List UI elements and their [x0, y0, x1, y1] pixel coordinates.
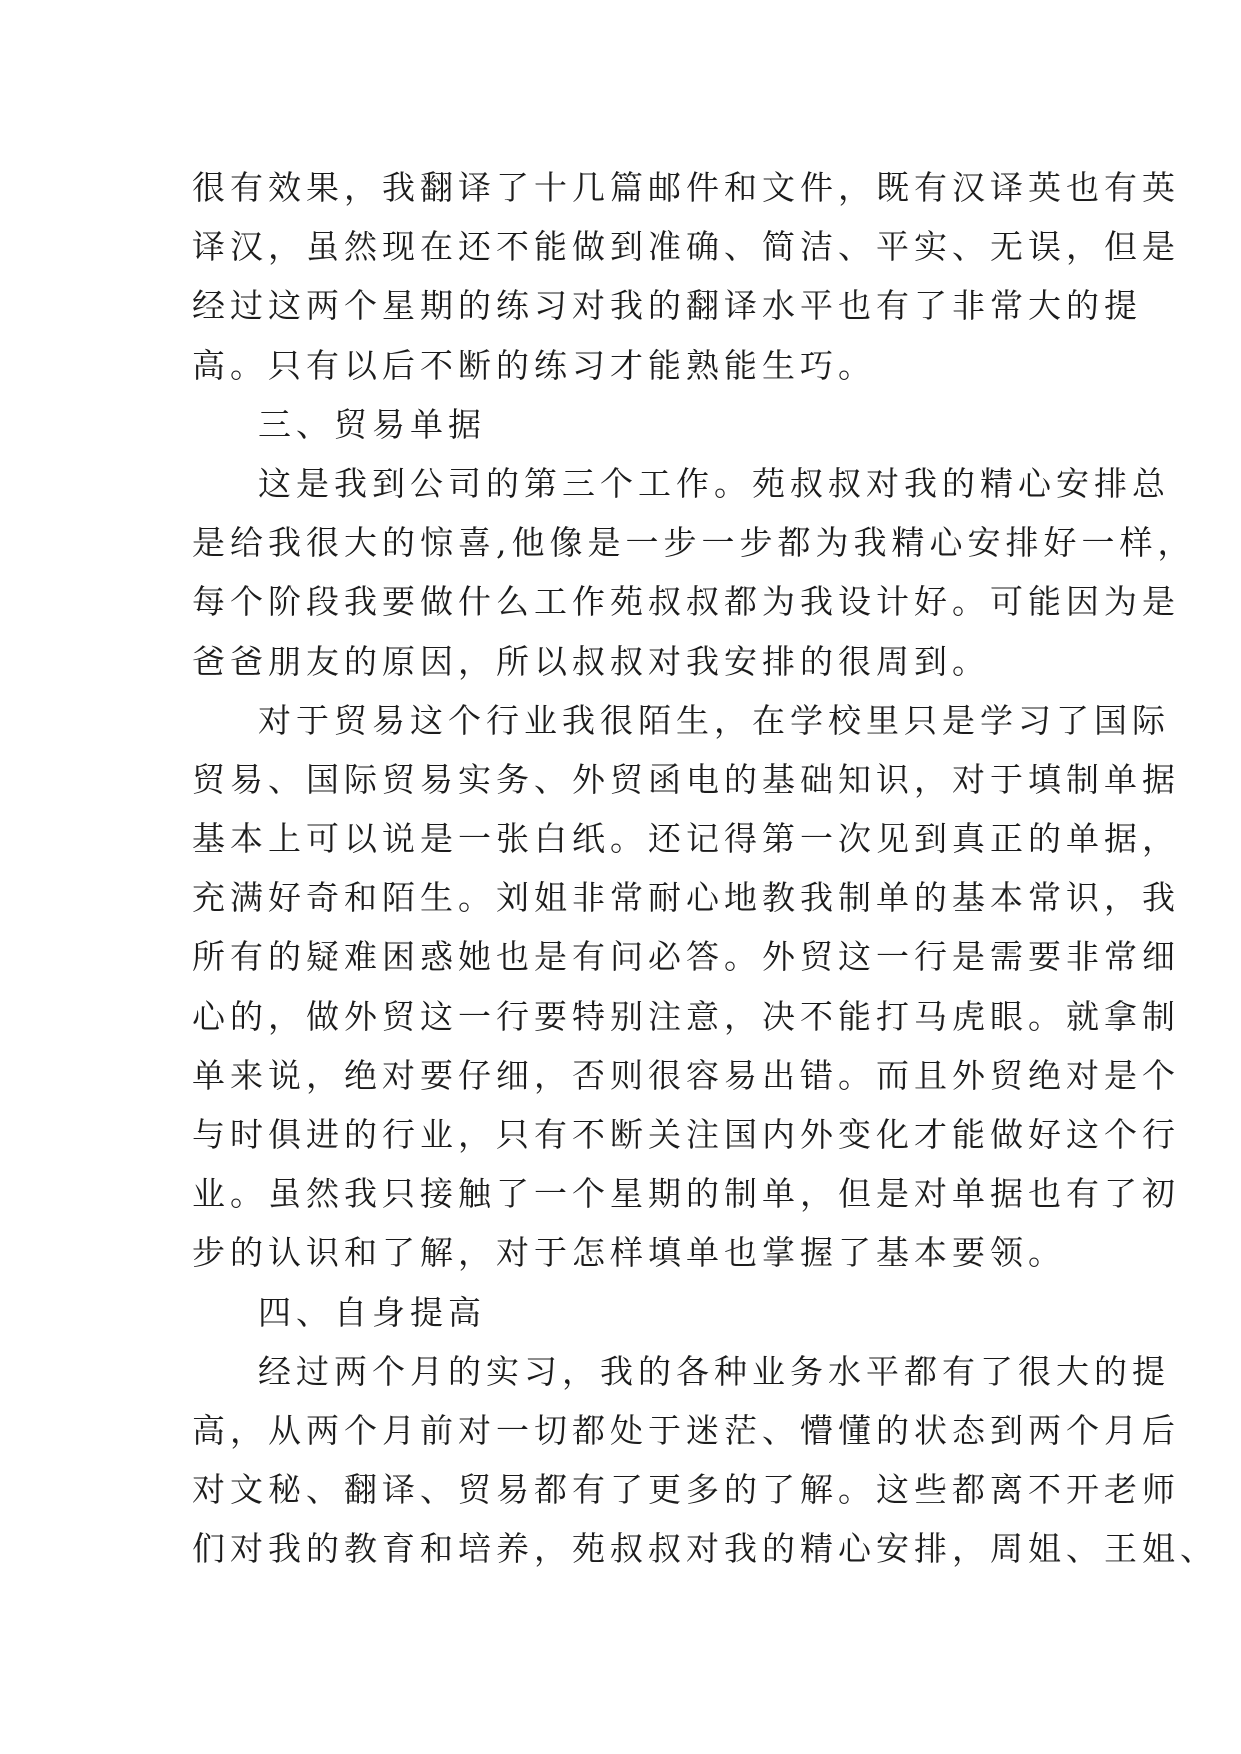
text-line: 每个阶段我要做什么工作苑叔叔都为我设计好。可能因为是	[192, 582, 1180, 622]
section-heading-trade-documents: 三、贸易单据	[258, 404, 486, 444]
section-heading-self-improvement: 四、自身提高	[258, 1292, 486, 1332]
text-line: 所有的疑难困惑她也是有问必答。外贸这一行是需要非常细	[192, 937, 1180, 977]
document-body	[192, 158, 1218, 1579]
text-line: 高，从两个月前对一切都处于迷茫、懵懂的状态到两个月后	[192, 1410, 1180, 1450]
text-line: 单来说，绝对要仔细，否则很容易出错。而且外贸绝对是个	[192, 1055, 1180, 1095]
text-line: 业。虽然我只接触了一个星期的制单，但是对单据也有了初	[192, 1174, 1180, 1214]
paragraph-start: 对于贸易这个行业我很陌生，在学校里只是学习了国际	[258, 700, 1170, 740]
text-line: 们对我的教育和培养，苑叔叔对我的精心安排，周姐、王姐、	[192, 1529, 1218, 1569]
paragraph-start: 这是我到公司的第三个工作。苑叔叔对我的精心安排总	[258, 463, 1170, 503]
text-line: 基本上可以说是一张白纸。还记得第一次见到真正的单据，	[192, 819, 1180, 859]
text-line: 经过这两个星期的练习对我的翻译水平也有了非常大的提	[192, 286, 1142, 326]
text-line: 充满好奇和陌生。刘姐非常耐心地教我制单的基本常识，我	[192, 878, 1180, 918]
text-line: 是给我很大的惊喜,他像是一步一步都为我精心安排好一样，	[192, 523, 1196, 563]
text-line: 对文秘、翻译、贸易都有了更多的了解。这些都离不开老师	[192, 1470, 1180, 1510]
text-line: 贸易、国际贸易实务、外贸函电的基础知识，对于填制单据	[192, 759, 1180, 799]
text-line: 译汉，虽然现在还不能做到准确、简洁、平实、无误，但是	[192, 227, 1180, 267]
text-line: 心的，做外贸这一行要特别注意，决不能打马虎眼。就拿制	[192, 996, 1180, 1036]
text-line: 与时俱进的行业，只有不断关注国内外变化才能做好这个行	[192, 1115, 1180, 1154]
text-line: 高。只有以后不断的练习才能熟能生巧。	[192, 345, 876, 385]
paragraph-start: 经过两个月的实习，我的各种业务水平都有了很大的提	[258, 1351, 1170, 1391]
text-line: 很有效果，我翻译了十几篇邮件和文件，既有汉译英也有英	[192, 168, 1180, 207]
text-line: 爸爸朋友的原因，所以叔叔对我安排的很周到。	[192, 641, 990, 681]
text-line: 步的认识和了解，对于怎样填单也掌握了基本要领。	[192, 1233, 1066, 1273]
